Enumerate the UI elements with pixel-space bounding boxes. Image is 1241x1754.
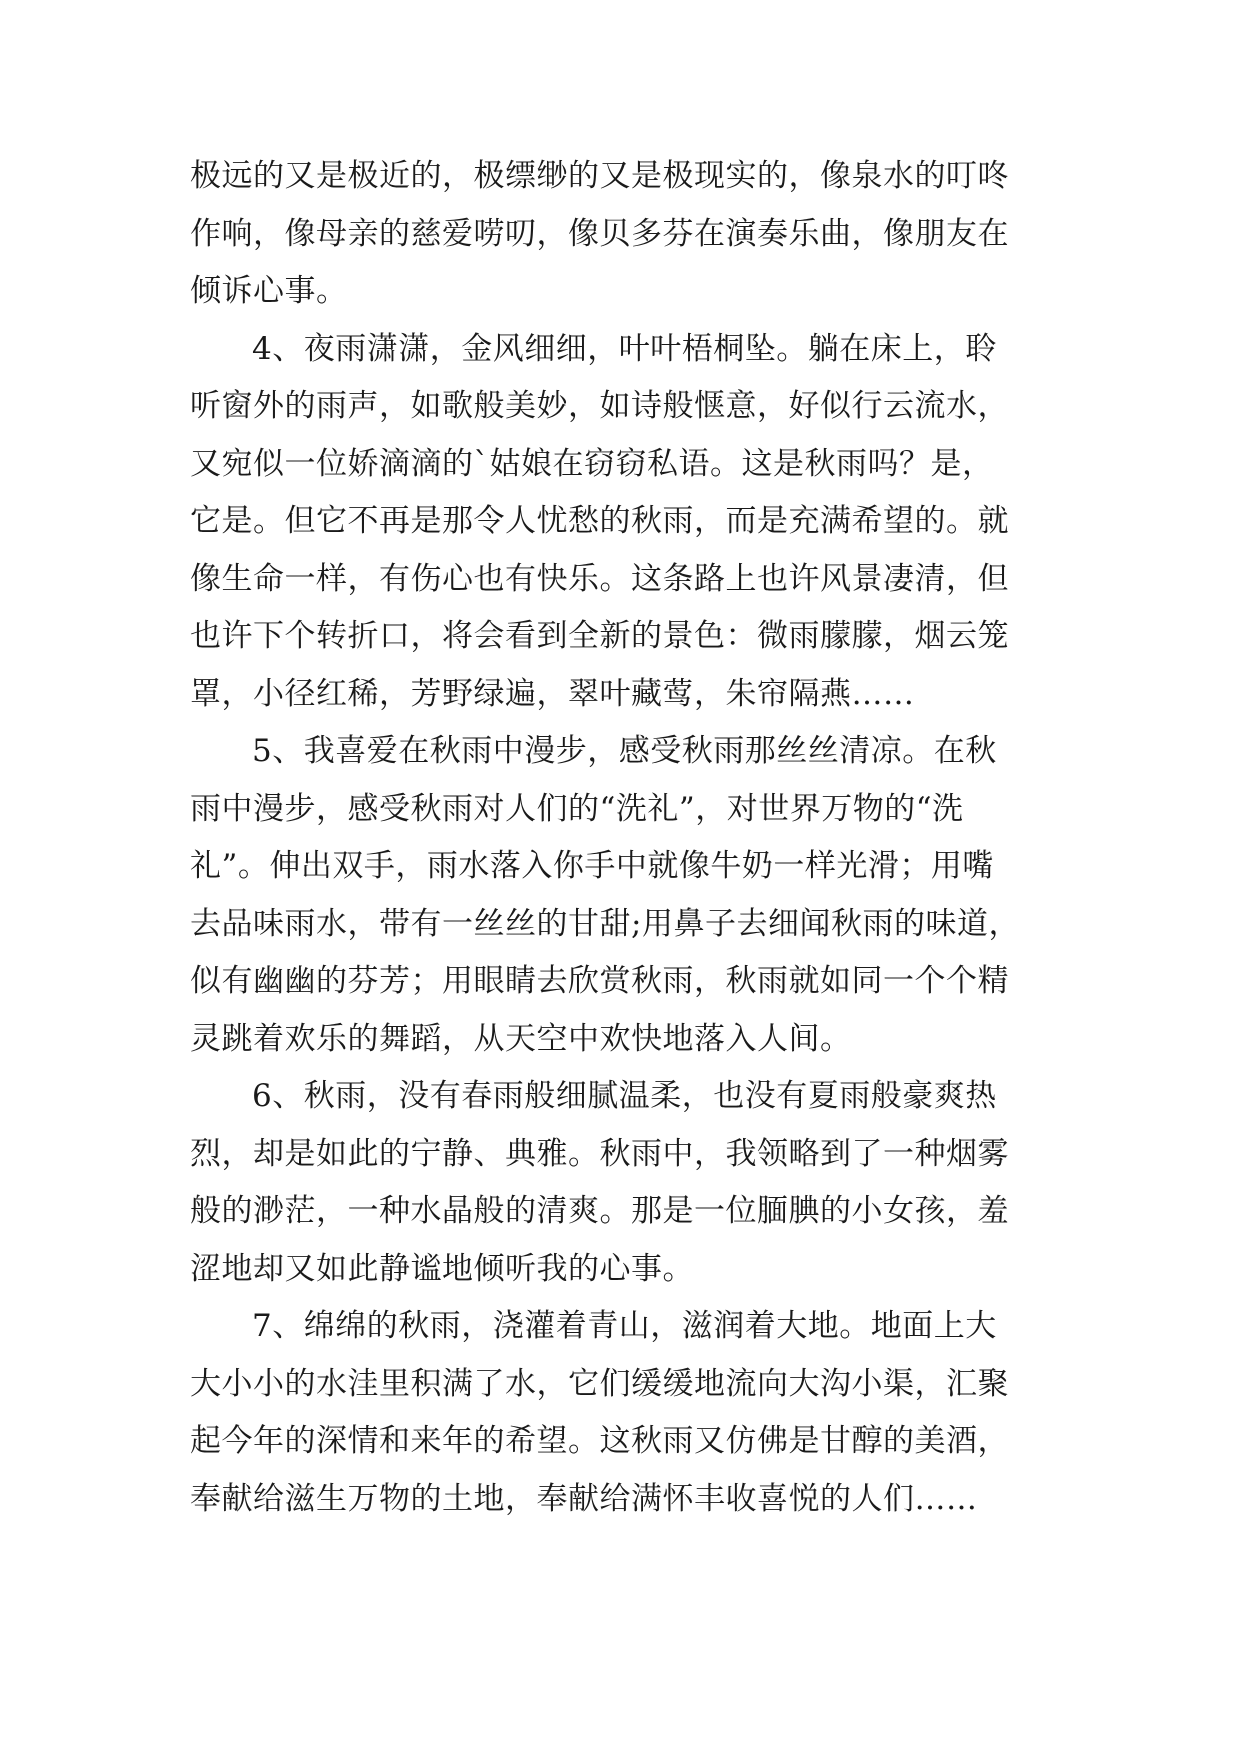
- text-line: 4、夜雨潇潇，金风细细，叶叶梧桐坠。躺在床上，聆: [252, 330, 997, 367]
- text-line: 大小小的水洼里积满了水，它们缓缓地流向大沟小渠，汇聚: [190, 1365, 1009, 1402]
- text-line: 般的渺茫，一种水晶般的清爽。那是一位腼腆的小女孩，羞: [190, 1193, 1009, 1229]
- text-line: 7、绵绵的秋雨，浇灌着青山，滋润着大地。地面上大: [252, 1308, 997, 1344]
- paragraph-4: [190, 321, 1055, 724]
- paragraph-5: [190, 723, 1055, 1068]
- text-line: 烈，却是如此的宁静、典雅。秋雨中，我领略到了一种烟雾: [190, 1135, 1009, 1172]
- text-line: 又宛似一位娇滴滴的`姑娘在窃窃私语。这是秋雨吗？是，: [190, 445, 994, 482]
- text-line: 罩，小径红稀，芳野绿遍，翠叶藏莺，朱帘隔燕……: [190, 675, 915, 712]
- document-page: [190, 148, 1055, 1528]
- text-line: 5、我喜爱在秋雨中漫步，感受秋雨那丝丝清凉。在秋: [252, 733, 997, 769]
- text-line: 起今年的深情和来年的希望。这秋雨又仿佛是甘醇的美酒，: [190, 1423, 1009, 1459]
- text-line: 灵跳着欢乐的舞蹈，从天空中欢快地落入人间。: [190, 1020, 852, 1057]
- text-line: 奉献给滋生万物的土地，奉献给满怀丰收喜悦的人们……: [190, 1480, 978, 1517]
- paragraph-continuation: [190, 148, 1055, 321]
- text-line: 似有幽幽的芬芳；用眼睛去欣赏秋雨，秋雨就如同一个个精: [190, 963, 1009, 999]
- text-line: 6、秋雨，没有春雨般细腻温柔，也没有夏雨般豪爽热: [252, 1078, 997, 1114]
- text-line: 它是。但它不再是那令人忧愁的秋雨，而是充满希望的。就: [190, 503, 1009, 539]
- paragraph-6: [190, 1068, 1055, 1298]
- text-line: 极远的又是极近的，极缥缈的又是极现实的，像泉水的叮咚: [190, 158, 1009, 194]
- text-line: 礼”。伸出双手，雨水落入你手中就像牛奶一样光滑；用嘴: [190, 848, 994, 884]
- text-line: 听窗外的雨声，如歌般美妙，如诗般惬意，好似行云流水，: [190, 388, 1009, 424]
- text-line: 雨中漫步，感受秋雨对人们的“洗礼”，对世界万物的“洗: [190, 790, 964, 827]
- paragraph-7: [190, 1298, 1055, 1528]
- text-line: 倾诉心事。: [190, 273, 348, 309]
- text-line: 作响，像母亲的慈爱唠叨，像贝多芬在演奏乐曲，像朋友在: [190, 215, 1009, 252]
- text-line: 也许下个转折口，将会看到全新的景色：微雨朦朦，烟云笼: [190, 618, 1009, 654]
- text-line: 涩地却又如此静谧地倾听我的心事。: [190, 1250, 694, 1287]
- text-line: 去品味雨水，带有一丝丝的甘甜;用鼻子去细闻秋雨的味道，: [190, 905, 1020, 942]
- text-line: 像生命一样，有伤心也有快乐。这条路上也许风景凄清，但: [190, 560, 1009, 597]
